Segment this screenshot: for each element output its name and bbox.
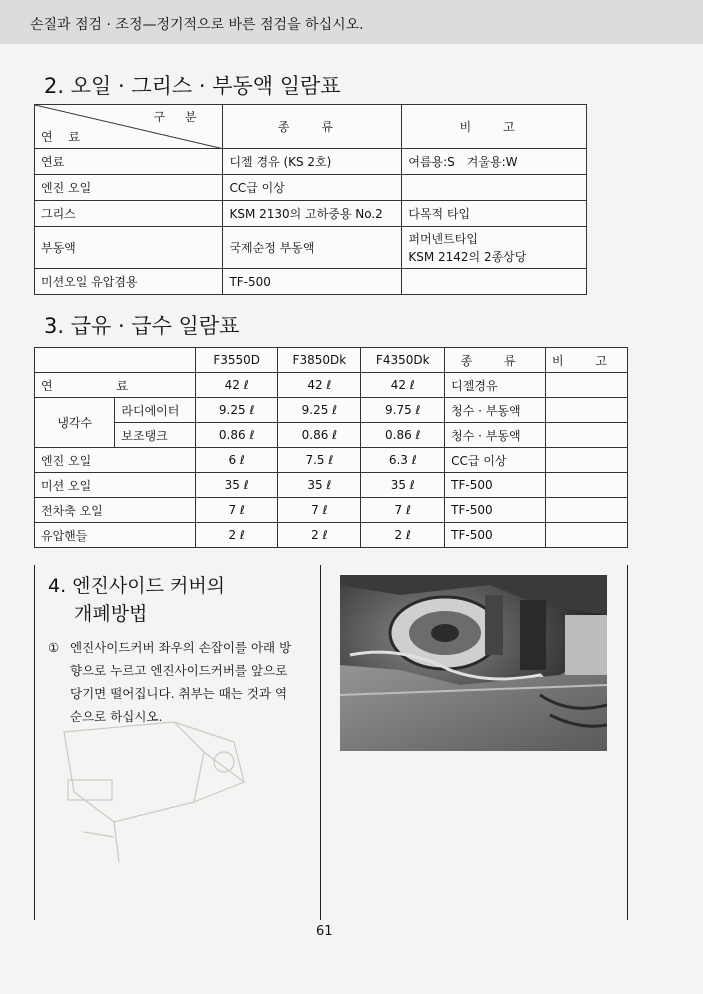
- row-note: [545, 373, 627, 398]
- row-type: CC급 이상: [223, 175, 402, 201]
- running-header: 손질과 점검 · 조정—정기적으로 바른 점검을 하십시오.: [30, 17, 364, 33]
- center-frame-rule: [320, 565, 321, 920]
- row-value: 9.25 ℓ: [195, 398, 277, 423]
- row-type: 디젤 경유 (KS 2호): [223, 149, 402, 175]
- corner-header-cell: [35, 105, 223, 149]
- row-note: [402, 269, 587, 295]
- right-frame-rule: [627, 565, 628, 920]
- left-frame-rule: [34, 565, 35, 920]
- row-type: TF-500: [445, 523, 546, 548]
- row-note: [545, 423, 627, 448]
- table-row: [35, 269, 587, 295]
- row-value: 35 ℓ: [361, 473, 445, 498]
- coolant-label: 냉각수: [35, 398, 115, 448]
- row-type: 국제순정 부동액: [223, 227, 402, 269]
- row-value: 7 ℓ: [278, 498, 361, 523]
- table-header-row: [35, 348, 628, 373]
- table-row: [35, 149, 587, 175]
- row-note: 여름용:S 겨울용:W: [402, 149, 587, 175]
- row-type: TF-500: [445, 498, 546, 523]
- header-note: 비 고: [402, 105, 587, 149]
- instruction-line: 향으로 누르고 엔진사이드커버를 앞으로: [70, 663, 288, 678]
- row-value: 35 ℓ: [195, 473, 277, 498]
- row-type: TF-500: [223, 269, 402, 295]
- row-name: 부동액: [35, 227, 223, 269]
- row-note: [545, 448, 627, 473]
- section-4-title: [48, 572, 225, 628]
- row-note: [545, 398, 627, 423]
- table-row: [35, 201, 587, 227]
- row-sublabel: 보조탱크: [115, 423, 196, 448]
- row-value: 0.86 ℓ: [195, 423, 277, 448]
- header-type: 종 류: [445, 348, 546, 373]
- row-note: [545, 498, 627, 523]
- corner-header-bottom: 연 료: [41, 130, 86, 144]
- row-note-line: 퍼머넨트타입: [408, 231, 478, 246]
- refill-table: [34, 347, 628, 548]
- row-type: 디젤경유: [445, 373, 546, 398]
- row-name: 미션오일 유압겸용: [35, 269, 223, 295]
- section-3-title: 3. 급유 · 급수 일람표: [44, 314, 240, 338]
- table-header-row: [35, 105, 587, 149]
- table-row: [35, 448, 628, 473]
- row-value: 42 ℓ: [195, 373, 277, 398]
- row-name: 그리스: [35, 201, 223, 227]
- row-value: 6 ℓ: [195, 448, 277, 473]
- oil-grease-table: [34, 104, 587, 295]
- row-note: [402, 175, 587, 201]
- row-value: 2 ℓ: [195, 523, 277, 548]
- table-row: [35, 423, 628, 448]
- row-value: 0.86 ℓ: [278, 423, 361, 448]
- row-note: [402, 227, 587, 269]
- engine-side-cover-photo: [340, 575, 607, 751]
- corner-header-top: 구 분: [153, 110, 205, 124]
- section-4-title-line-1: 4. 엔진사이드 커버의: [48, 575, 226, 597]
- row-name: 엔진 오일: [35, 175, 223, 201]
- faint-diagram-illustration: [54, 712, 304, 872]
- instruction-line: 엔진사이드커버 좌우의 손잡이를 아래 방: [70, 640, 292, 655]
- row-type: CC급 이상: [445, 448, 546, 473]
- step-marker: ①: [48, 640, 60, 655]
- row-value: 7 ℓ: [361, 498, 445, 523]
- row-label: 전차축 오일: [35, 498, 196, 523]
- row-value: 7.5 ℓ: [278, 448, 361, 473]
- row-value: 2 ℓ: [278, 523, 361, 548]
- row-note: 다목적 타입: [402, 201, 587, 227]
- row-type: 청수 · 부동액: [445, 398, 546, 423]
- header-type: 종 류: [223, 105, 402, 149]
- row-name: 연료: [35, 149, 223, 175]
- header-note: 비 고: [545, 348, 627, 373]
- row-note: [545, 523, 627, 548]
- row-type: 청수 · 부동액: [445, 423, 546, 448]
- page-number: 61: [316, 924, 333, 939]
- photo-artwork: [340, 575, 607, 751]
- row-value: 42 ℓ: [361, 373, 445, 398]
- row-value: 6.3 ℓ: [361, 448, 445, 473]
- instruction-line: 순으로 하십시오.: [70, 709, 163, 724]
- table-row: [35, 398, 628, 423]
- row-value: 35 ℓ: [278, 473, 361, 498]
- row-value: 2 ℓ: [361, 523, 445, 548]
- table-row: [35, 175, 587, 201]
- header-model-2: F3850Dk: [278, 348, 361, 373]
- header-model-1: F3550D: [195, 348, 277, 373]
- row-note: [545, 473, 627, 498]
- row-label: 미션 오일: [35, 473, 196, 498]
- row-note-line: KSM 2142의 2종상당: [408, 249, 527, 264]
- table-row: [35, 473, 628, 498]
- instruction-line: 당기면 떨어집니다. 취부는 때는 것과 역: [70, 686, 288, 701]
- row-sublabel: 라디에이터: [115, 398, 196, 423]
- row-label: 연 료: [35, 373, 196, 398]
- row-type: TF-500: [445, 473, 546, 498]
- row-value: 42 ℓ: [278, 373, 361, 398]
- table-row: [35, 373, 628, 398]
- row-type: KSM 2130의 고하중용 No.2: [223, 201, 402, 227]
- row-value: 7 ℓ: [195, 498, 277, 523]
- row-label: 엔진 오일: [35, 448, 196, 473]
- row-label: 유압핸들: [35, 523, 196, 548]
- table-row: [35, 498, 628, 523]
- row-value: 9.75 ℓ: [361, 398, 445, 423]
- row-value: 9.25 ℓ: [278, 398, 361, 423]
- header-model-3: F4350Dk: [361, 348, 445, 373]
- row-value: 0.86 ℓ: [361, 423, 445, 448]
- section-2-title: 2. 오일 · 그리스 · 부동액 일람표: [44, 74, 341, 98]
- section-4-title-line-2: 개폐방법: [74, 603, 148, 625]
- table-row: [35, 227, 587, 269]
- table-row: [35, 523, 628, 548]
- header-blank: [35, 348, 196, 373]
